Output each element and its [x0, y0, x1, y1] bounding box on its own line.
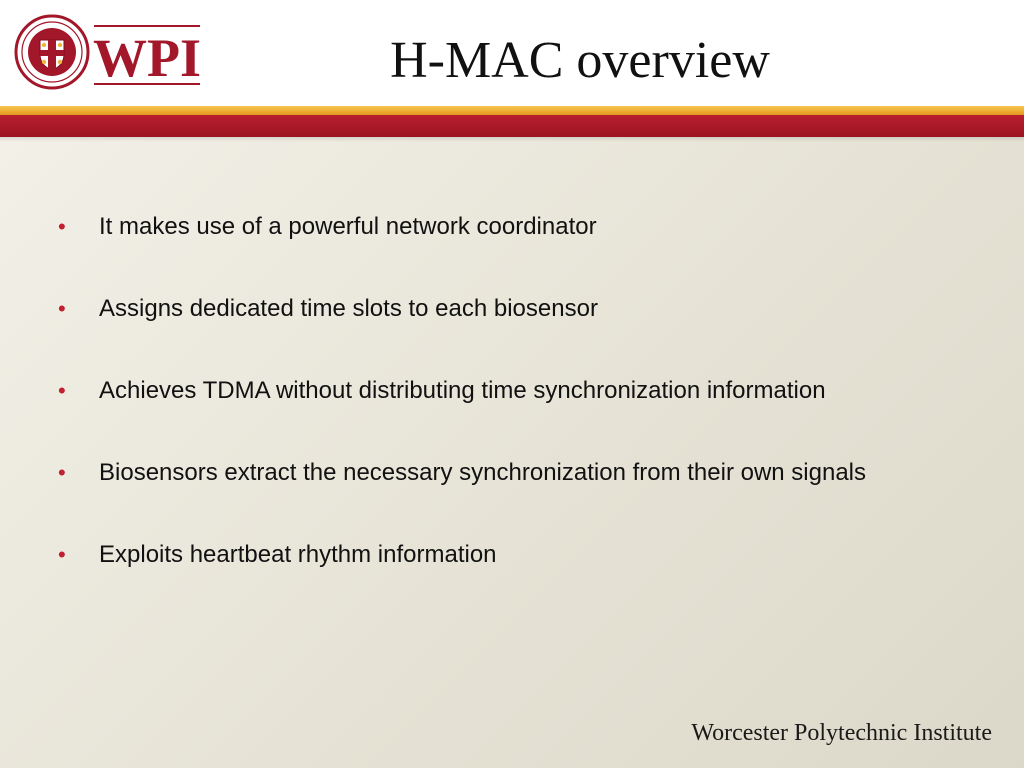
- bullet-item: [58, 456, 950, 490]
- bullet-marker: •: [58, 460, 66, 485]
- slide-header: [0, 0, 1024, 108]
- bullet-text: Achieves TDMA without distributing time synchronization information: [99, 377, 826, 404]
- bullet-item: [58, 538, 950, 572]
- wpi-logo-text: WPI: [93, 28, 201, 88]
- wpi-logo-graphic: [14, 14, 204, 92]
- header-red-band: [0, 115, 1024, 137]
- bullet-item: [58, 374, 950, 408]
- header-gold-band: [0, 106, 1024, 115]
- bullet-marker: •: [58, 378, 66, 403]
- bullet-text: Biosensors extract the necessary synchronization from their own signals: [99, 459, 867, 486]
- footer-institution-name: Worcester Polytechnic Institute: [691, 720, 992, 746]
- bullet-marker: •: [58, 214, 66, 239]
- bullet-list: [58, 210, 950, 620]
- bullet-marker: •: [58, 296, 66, 321]
- bullet-text: Assigns dedicated time slots to each biosensor: [99, 295, 598, 322]
- bullet-text: It makes use of a powerful network coordinator: [99, 213, 597, 240]
- bullet-item: [58, 210, 950, 244]
- bullet-text: Exploits heartbeat rhythm information: [99, 541, 497, 568]
- bullet-marker: •: [58, 542, 66, 567]
- wpi-logo: [14, 14, 204, 92]
- bullet-item: [58, 292, 950, 326]
- slide-title: H-MAC overview: [390, 32, 770, 89]
- header-band-shadow: [0, 137, 1024, 142]
